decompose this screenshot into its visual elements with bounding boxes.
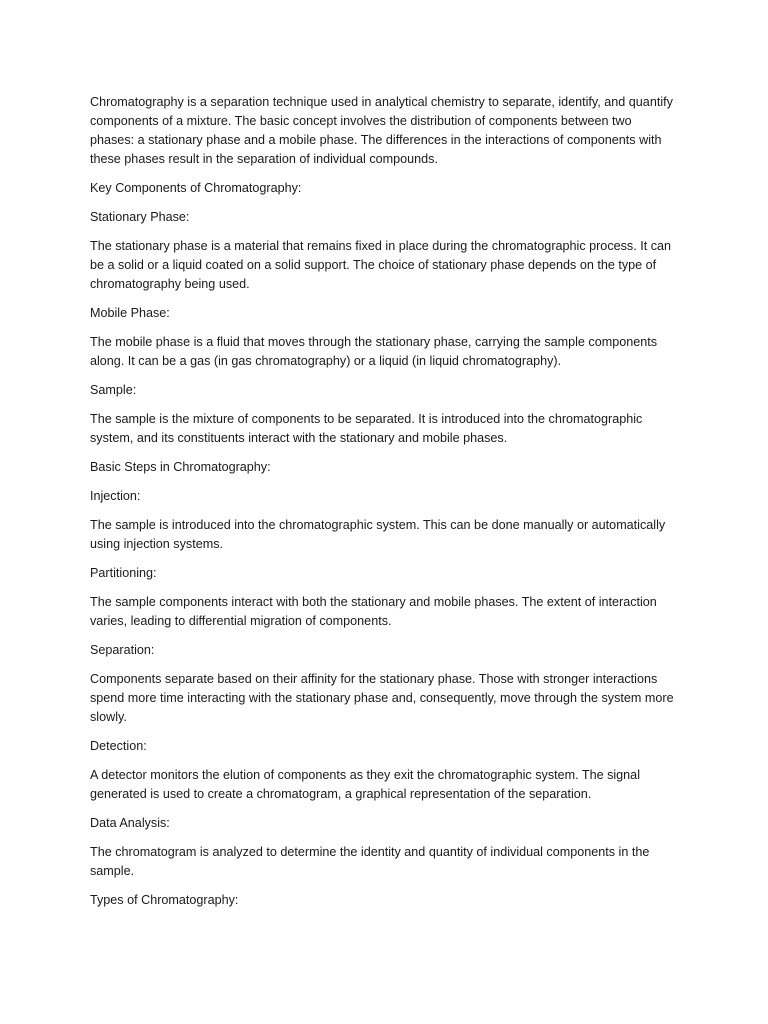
mobile-phase-paragraph: The mobile phase is a fluid that moves through the stationary phase, carrying the sample components along. It can be a gas (in gas chromatography) or a liquid (in liquid chromatography). bbox=[90, 335, 658, 368]
detection-paragraph: A detector monitors the elution of components as they exit the chromatographic system. The signal generated is used to create a chromatogram, a graphical representation of the separation. bbox=[90, 768, 640, 801]
subheading-partitioning: Partitioning: bbox=[90, 566, 157, 580]
section-heading-basic-steps: Basic Steps in Chromatography: bbox=[90, 460, 271, 474]
subheading-injection: Injection: bbox=[90, 489, 141, 503]
subheading-stationary-phase: Stationary Phase: bbox=[90, 210, 190, 224]
document-body bbox=[90, 93, 678, 920]
intro-paragraph: Chromatography is a separation technique used in analytical chemistry to separate, identify, and quantify components of a mixture. The basic concept involves the distribution of components between two phases: a stationary phase and a mobile phase. The differences in the interactions of components with these phases result in the separation of individual compounds. bbox=[90, 95, 673, 166]
subheading-sample: Sample: bbox=[90, 383, 137, 397]
subheading-separation: Separation: bbox=[90, 643, 155, 657]
data-analysis-paragraph: The chromatogram is analyzed to determine the identity and quantity of individual components in the sample. bbox=[90, 845, 650, 878]
section-heading-key-components: Key Components of Chromatography: bbox=[90, 181, 302, 195]
partitioning-paragraph: The sample components interact with both the stationary and mobile phases. The extent of interaction varies, leading to differential migration of components. bbox=[90, 595, 657, 628]
stationary-phase-paragraph: The stationary phase is a material that remains fixed in place during the chromatographic process. It can be a solid or a liquid coated on a solid support. The choice of stationary phase depends on the type of chromatography being used. bbox=[90, 239, 672, 291]
injection-paragraph: The sample is introduced into the chromatographic system. This can be done manually or automatically using injection systems. bbox=[90, 518, 666, 551]
separation-paragraph: Components separate based on their affinity for the stationary phase. Those with stronger interactions spend more time interacting with the stationary phase and, consequently, move through the system more slowly. bbox=[90, 672, 674, 724]
subheading-data-analysis: Data Analysis: bbox=[90, 816, 170, 830]
subheading-detection: Detection: bbox=[90, 739, 147, 753]
sample-paragraph: The sample is the mixture of components to be separated. It is introduced into the chromatographic system, and its constituents interact with the stationary and mobile phases. bbox=[90, 412, 643, 445]
section-heading-types: Types of Chromatography: bbox=[90, 893, 239, 907]
subheading-mobile-phase: Mobile Phase: bbox=[90, 306, 170, 320]
